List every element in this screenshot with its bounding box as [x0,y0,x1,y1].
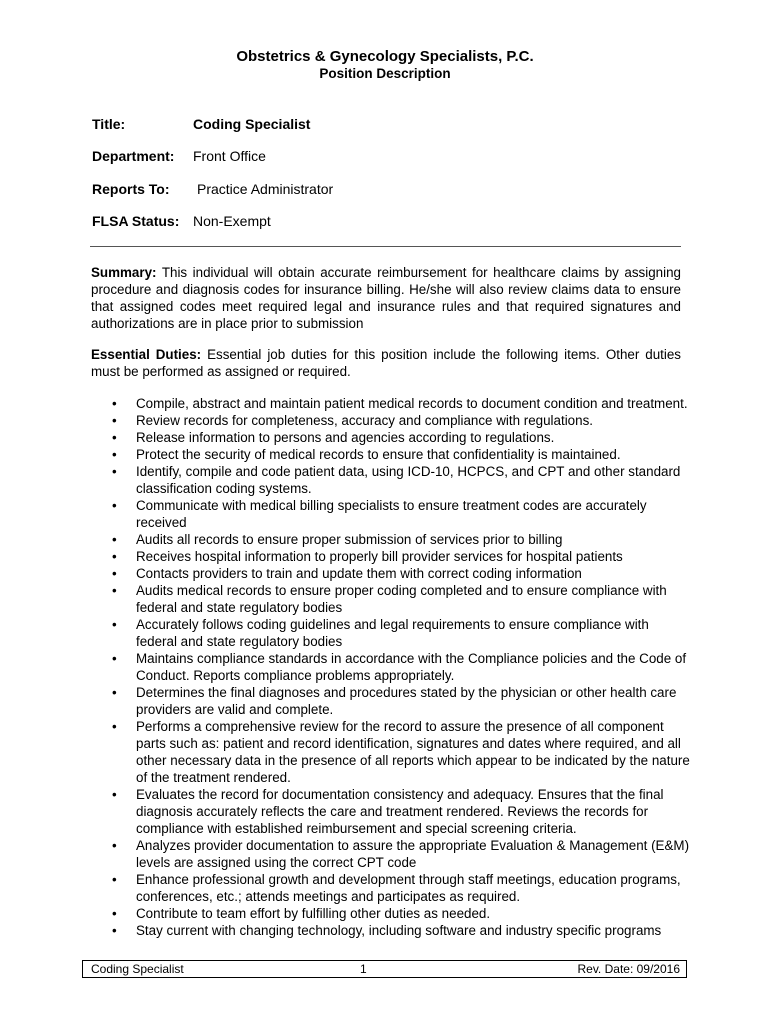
duty-item [91,905,691,922]
duty-item [91,582,691,616]
duty-item [91,922,691,939]
essential-duties-paragraph [91,346,681,380]
bullet-icon: • [112,685,117,700]
duty-item [91,446,691,463]
essential-duties-label: Essential Duties: [91,347,202,362]
title-value: Coding Specialist [193,116,311,132]
duty-text: Communicate with medical billing specialists to ensure treatment codes are accurately received [136,498,647,530]
duty-text: Analyzes provider documentation to assure the appropriate Evaluation & Management (E&M) levels are assigned using the correct CPT code [136,838,690,870]
footer-title: Coding Specialist [91,962,184,976]
page-footer [82,960,687,978]
bullet-icon: • [112,447,117,462]
duty-item [91,616,691,650]
duty-text: Stay current with changing technology, including software and industry specific programs [136,923,662,938]
duty-text: Protect the security of medical records to ensure that confidentiality is maintained. [136,447,621,462]
duty-text: Evaluates the record for documentation consistency and adequacy. Ensures that the final diagnosis accurately reflects the care and treatment rendered. Reviews the records for compliance with established reimbursement and special screening criteria. [136,787,664,836]
bullet-icon: • [112,396,117,411]
footer-page-number: 1 [360,962,367,976]
duty-text: Audits medical records to ensure proper coding completed and to ensure compliance with federal and state regulatory bodies [136,583,667,615]
duty-item [91,497,691,531]
duty-item [91,565,691,582]
duty-text: Compile, abstract and maintain patient medical records to document condition and treatment. [136,396,688,411]
document-subtitle: Position Description [319,66,451,81]
duty-item [91,395,691,412]
department-label: Department: [92,148,175,164]
duty-item [91,531,691,548]
summary-text: This individual will obtain accurate reimbursement for healthcare claims by assigning procedure and diagnosis codes for insurance billing. He/she will also review claims data to ensure that assigned codes meet required legal and insurance rules and that required signatures and authorizations are in place prior to submission [91,265,681,331]
duty-text: Accurately follows coding guidelines and legal requirements to ensure compliance with federal and state regulatory bodies [136,617,649,649]
duty-item [91,548,691,565]
duty-item [91,463,691,497]
bullet-icon: • [112,719,117,734]
bullet-icon: • [112,787,117,802]
bullet-icon: • [112,430,117,445]
divider [90,246,681,247]
duties-list [91,395,691,939]
bullet-icon: • [112,838,117,853]
duty-item [91,837,691,871]
bullet-icon: • [112,549,117,564]
duty-item [91,718,691,786]
bullet-icon: • [112,413,117,428]
essential-duties-intro: Essential job duties for this position include the following items. Other duties must be performed as assigned or required. [91,347,681,379]
flsa-label: FLSA Status: [92,213,180,229]
bullet-icon: • [112,923,117,938]
duty-item [91,412,691,429]
duty-text: Performs a comprehensive review for the record to assure the presence of all component parts such as: patient and record identification, signatures and dates where required, and all other necessary data in the presence of all reports which appear to be indicated by the nature of the treatment rendered. [136,719,690,785]
summary-label: Summary: [91,265,157,280]
duty-text: Receives hospital information to properly bill provider services for hospital patients [136,549,623,564]
company-name: Obstetrics & Gynecology Specialists, P.C. [236,48,534,65]
bullet-icon: • [112,464,117,479]
bullet-icon: • [112,498,117,513]
bullet-icon: • [112,651,117,666]
summary-paragraph [91,264,681,332]
reports-to-value: Practice Administrator [197,181,334,197]
bullet-icon: • [112,906,117,921]
department-value: Front Office [193,148,266,164]
duty-item [91,786,691,837]
duty-text: Review records for completeness, accuracy and compliance with regulations. [136,413,593,428]
bullet-icon: • [112,566,117,581]
duty-text: Enhance professional growth and development through staff meetings, education programs, conferences, etc.; attends meetings and participates as required. [136,872,681,904]
duty-item [91,684,691,718]
bullet-icon: • [112,532,117,547]
duty-text: Contacts providers to train and update them with correct coding information [136,566,582,581]
duty-text: Determines the final diagnoses and procedures stated by the physician or other health care providers are valid and complete. [136,685,677,717]
bullet-icon: • [112,872,117,887]
duty-text: Identify, compile and code patient data, using ICD-10, HCPCS, and CPT and other standard classification coding systems. [136,464,681,496]
footer-revision-date: Rev. Date: 09/2016 [577,962,680,976]
title-label: Title: [92,116,126,132]
duty-item [91,429,691,446]
duty-text: Release information to persons and agencies according to regulations. [136,430,555,445]
duty-text: Contribute to team effort by fulfilling other duties as needed. [136,906,491,921]
flsa-value: Non-Exempt [193,213,271,229]
reports-to-label: Reports To: [92,181,170,197]
duty-text: Audits all records to ensure proper submission of services prior to billing [136,532,563,547]
duty-item [91,871,691,905]
duty-item [91,650,691,684]
bullet-icon: • [112,617,117,632]
duty-text: Maintains compliance standards in accordance with the Compliance policies and the Code of Conduct. Reports compliance problems appropriately. [136,651,687,683]
bullet-icon: • [112,583,117,598]
